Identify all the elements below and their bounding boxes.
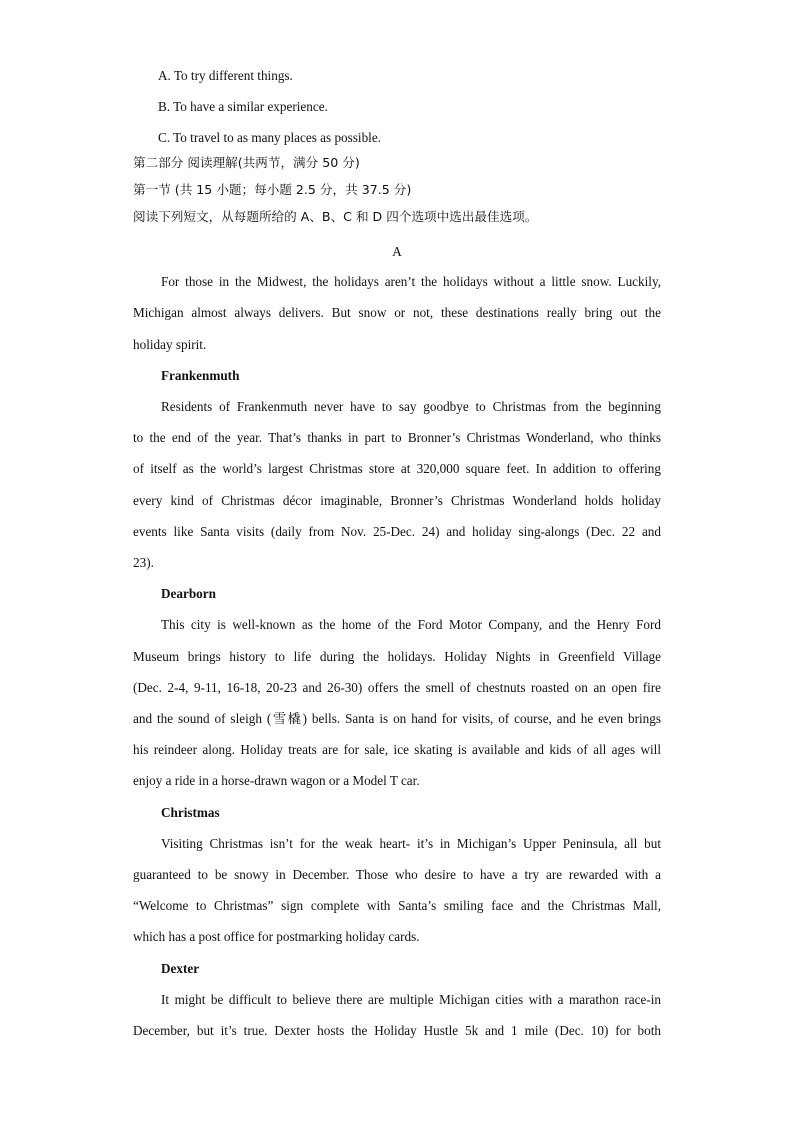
frankenmuth-line: every kind of Christmas décor imaginable, Bronner’s Christmas Wonderland holds holiday — [133, 493, 661, 508]
intro-line: For those in the Midwest, the holidays aren’t the holidays without a little snow. Luckily, — [161, 274, 661, 289]
christmas-line: “Welcome to Christmas” sign complete with Santa’s smiling face and the Christmas Mall, — [133, 898, 661, 913]
dearborn-line: his reindeer along. Holiday treats are for sale, ice skating is available and kids of all ages will — [133, 742, 661, 757]
frankenmuth-line: to the end of the year. That’s thanks in part to Bronner’s Christmas Wonderland, who thinks — [133, 430, 661, 445]
frankenmuth-line: of itself as the world’s largest Christmas store at 320,000 square feet. In addition to offering — [133, 461, 661, 476]
intro-line: holiday spirit. — [133, 337, 207, 352]
dearborn-line: Museum brings history to life during the holidays. Holiday Nights in Greenfield Village — [133, 649, 661, 664]
dearborn-line: This city is well-known as the home of the Ford Motor Company, and the Henry Ford — [161, 617, 661, 632]
reading-instruction: 阅读下列短文，从每题所给的 A、B、C 和 D 四个选项中选出最佳选项。 — [133, 209, 538, 224]
heading-dearborn: Dearborn — [161, 586, 216, 601]
dearborn-line: (Dec. 2-4, 9-11, 16-18, 20-23 and 26-30) offers the smell of chestnuts roasted on an open fire — [133, 680, 661, 695]
heading-frankenmuth: Frankenmuth — [161, 368, 240, 383]
option-a: A. To try different things. — [158, 68, 293, 83]
passage-label: A — [392, 244, 402, 259]
dearborn-line: enjoy a ride in a horse-drawn wagon or a Model T car. — [133, 773, 420, 788]
intro-line: Michigan almost always delivers. But snow or not, these destinations really bring out the — [133, 305, 661, 320]
frankenmuth-line: 23). — [133, 555, 154, 570]
option-b: B. To have a similar experience. — [158, 99, 328, 114]
heading-christmas: Christmas — [161, 805, 220, 820]
christmas-line: which has a post office for postmarking holiday cards. — [133, 929, 420, 944]
dearborn-line: and the sound of sleigh (雪橇) bells. Santa is on hand for visits, of course, and he even brings — [133, 711, 661, 726]
christmas-line: guaranteed to be snowy in December. Those who desire to have a try are rewarded with a — [133, 867, 661, 882]
subsection-title: 第一节 (共 15 小题；每小题 2.5 分，共 37.5 分) — [133, 182, 412, 197]
frankenmuth-line: Residents of Frankenmuth never have to say goodbye to Christmas from the beginning — [161, 399, 661, 414]
part-title: 第二部分 阅读理解(共两节，满分 50 分) — [133, 155, 360, 170]
dexter-line: December, but it’s true. Dexter hosts the Holiday Hustle 5k and 1 mile (Dec. 10) for both — [133, 1023, 661, 1038]
heading-dexter: Dexter — [161, 961, 200, 976]
option-c: C. To travel to as many places as possible. — [158, 130, 381, 145]
christmas-line: Visiting Christmas isn’t for the weak heart- it’s in Michigan’s Upper Peninsula, all but — [161, 836, 661, 851]
dexter-line: It might be difficult to believe there are multiple Michigan cities with a marathon race-in — [161, 992, 661, 1007]
frankenmuth-line: events like Santa visits (daily from Nov. 25-Dec. 24) and holiday sing-alongs (Dec. 22 and — [133, 524, 661, 539]
